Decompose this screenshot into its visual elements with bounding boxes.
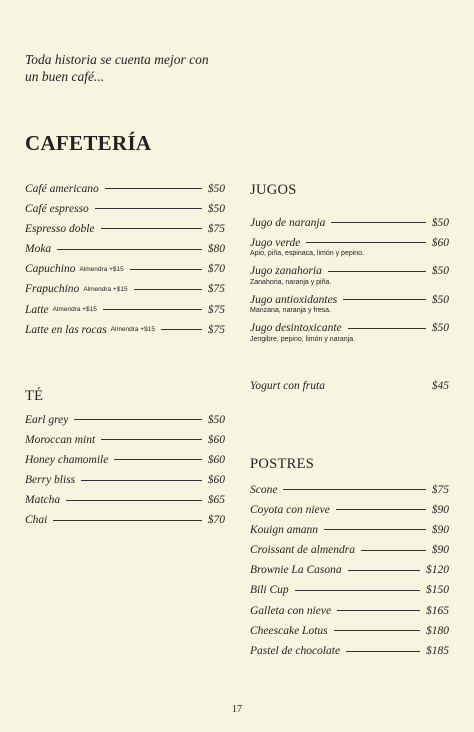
cafeteria-list	[25, 181, 225, 343]
dot-leader	[66, 500, 202, 501]
dot-leader	[53, 520, 201, 521]
item-price: $90	[431, 523, 449, 536]
menu-item	[25, 513, 225, 533]
item-name: Frapuchino	[25, 283, 80, 296]
item-price: $50	[207, 202, 225, 215]
item-name: Latte en las rocas	[25, 323, 107, 336]
item-note: Almendra +$15	[110, 326, 155, 334]
dot-leader	[348, 328, 426, 329]
item-name: Pastel de chocolate	[250, 645, 341, 657]
dot-leader	[331, 222, 425, 223]
dot-leader	[161, 329, 202, 330]
dot-leader	[334, 630, 420, 631]
item-name: Jugo verde	[250, 236, 301, 249]
item-price: $75	[207, 222, 225, 235]
dot-leader	[336, 509, 426, 510]
postres-heading: POSTRES	[250, 456, 315, 472]
item-name: Latte	[25, 303, 49, 316]
dot-leader	[130, 269, 202, 270]
menu-item	[250, 502, 449, 522]
item-name: Berry bliss	[25, 474, 76, 487]
page-number: 17	[232, 704, 242, 715]
item-name: Bili Cup	[250, 584, 289, 597]
item-price: $60	[431, 236, 449, 249]
menu-item	[250, 543, 449, 563]
dot-leader	[324, 529, 426, 530]
dot-leader	[57, 249, 202, 250]
item-price: $90	[431, 544, 449, 557]
item-price: $50	[431, 293, 449, 306]
item-price: $70	[207, 514, 225, 527]
menu-item	[25, 262, 225, 282]
menu-item	[25, 242, 225, 262]
item-price: $65	[207, 494, 225, 507]
item-price: $50	[431, 216, 449, 229]
menu-item	[25, 221, 225, 241]
item-price: $75	[207, 283, 225, 296]
menu-item	[25, 282, 225, 302]
dot-leader	[346, 651, 420, 652]
item-name: Jugo zanahoria	[250, 265, 322, 277]
menu-item	[25, 432, 225, 452]
item-price: $50	[431, 322, 449, 334]
item-price: $75	[431, 483, 449, 496]
item-price: $90	[431, 503, 449, 516]
menu-item	[250, 482, 449, 502]
dot-leader	[74, 419, 201, 420]
item-name: Earl grey	[25, 413, 69, 426]
item-name: Espresso doble	[25, 222, 95, 235]
item-description: Zanahoria, naranja y piña.	[250, 278, 332, 286]
yogurt-row	[250, 378, 449, 398]
tagline	[25, 51, 245, 85]
menu-item	[25, 201, 225, 221]
item-name: Café americano	[25, 182, 99, 195]
menu-item	[25, 412, 225, 432]
dot-leader	[295, 590, 420, 591]
item-name: Brownie La Casona	[250, 564, 342, 577]
menu-item	[250, 321, 449, 350]
dot-leader	[337, 610, 420, 611]
menu-item	[250, 522, 449, 542]
dot-leader	[328, 271, 426, 272]
item-note: Almendra +$15	[52, 306, 97, 314]
menu-item	[25, 302, 225, 322]
item-price: $45	[431, 379, 449, 392]
item-name: Jugo desintoxicante	[250, 322, 342, 334]
dot-leader	[348, 570, 420, 571]
te-list	[25, 412, 225, 533]
te-heading: TÉ	[25, 388, 44, 404]
item-name: Moroccan mint	[25, 433, 96, 446]
item-name: Kouign amann	[250, 523, 319, 536]
menu-item	[250, 292, 449, 321]
dot-leader	[343, 299, 426, 300]
dot-leader	[283, 489, 425, 490]
item-price: $75	[207, 323, 225, 336]
menu-item	[25, 181, 225, 201]
menu-item	[250, 644, 449, 664]
jugos-list	[250, 215, 449, 349]
item-price: $50	[207, 182, 225, 195]
item-name: Honey chamomile	[25, 453, 109, 466]
item-name: Yogurt con fruta	[250, 379, 325, 392]
item-name: Jugo de naranja	[250, 216, 326, 229]
dot-leader	[81, 480, 202, 481]
menu-item	[25, 322, 225, 342]
item-price: $185	[426, 645, 449, 657]
item-price: $50	[207, 413, 225, 426]
item-name: Chai	[25, 514, 48, 527]
postres-list	[250, 482, 449, 664]
item-price: $180	[426, 624, 449, 637]
dot-leader	[103, 309, 202, 310]
menu-item	[250, 583, 449, 603]
dot-leader	[101, 228, 202, 229]
dot-leader	[95, 208, 202, 209]
item-note: Almendra +$15	[83, 285, 128, 293]
menu-item	[250, 563, 449, 583]
item-price: $165	[426, 604, 449, 617]
item-name: Cheescake Lotus	[250, 624, 328, 637]
menu-item	[25, 452, 225, 472]
dot-leader	[105, 188, 202, 189]
menu-item	[250, 235, 449, 264]
dot-leader	[101, 439, 202, 440]
dot-leader	[306, 242, 425, 243]
dot-leader	[361, 550, 426, 551]
item-name: Jugo antioxidantes	[250, 293, 338, 306]
jugos-heading: JUGOS	[250, 182, 297, 198]
item-price: $60	[207, 433, 225, 446]
menu-item	[250, 215, 449, 235]
menu-item	[250, 378, 449, 398]
dot-leader	[134, 289, 202, 290]
item-price: $120	[426, 564, 449, 577]
menu-item	[250, 623, 449, 643]
item-price: $50	[431, 265, 449, 277]
item-price: $80	[207, 243, 225, 256]
item-name: Croissant de almendra	[250, 544, 355, 557]
item-name: Coyota con nieve	[250, 503, 330, 516]
item-description: Manzana, naranja y fresa.	[250, 307, 331, 314]
item-name: Moka	[25, 243, 52, 256]
menu-item	[250, 264, 449, 293]
item-name: Galleta con nieve	[250, 604, 332, 617]
item-name: Scone	[250, 483, 278, 496]
menu-item	[25, 493, 225, 513]
dot-leader	[114, 459, 201, 460]
item-name: Matcha	[25, 494, 61, 507]
menu-item	[25, 473, 225, 493]
tagline-line-1: Toda historia se cuenta mejor con	[25, 52, 209, 67]
item-name: Café espresso	[25, 202, 89, 215]
item-price: $60	[207, 474, 225, 487]
item-note: Almendra +$15	[79, 265, 124, 273]
item-price: $150	[426, 584, 449, 597]
item-description: Jengibre, pepino, limón y naranja.	[250, 335, 356, 343]
item-price: $60	[207, 453, 225, 466]
menu-item	[250, 603, 449, 623]
item-description: Apio, piña, espinaca, limón y pepino.	[250, 250, 365, 257]
item-name: Capuchino	[25, 263, 76, 276]
tagline-line-2: un buen café...	[25, 69, 105, 84]
item-price: $75	[207, 303, 225, 316]
cafeteria-heading: CAFETERÍA	[25, 131, 152, 155]
item-price: $70	[207, 263, 225, 276]
